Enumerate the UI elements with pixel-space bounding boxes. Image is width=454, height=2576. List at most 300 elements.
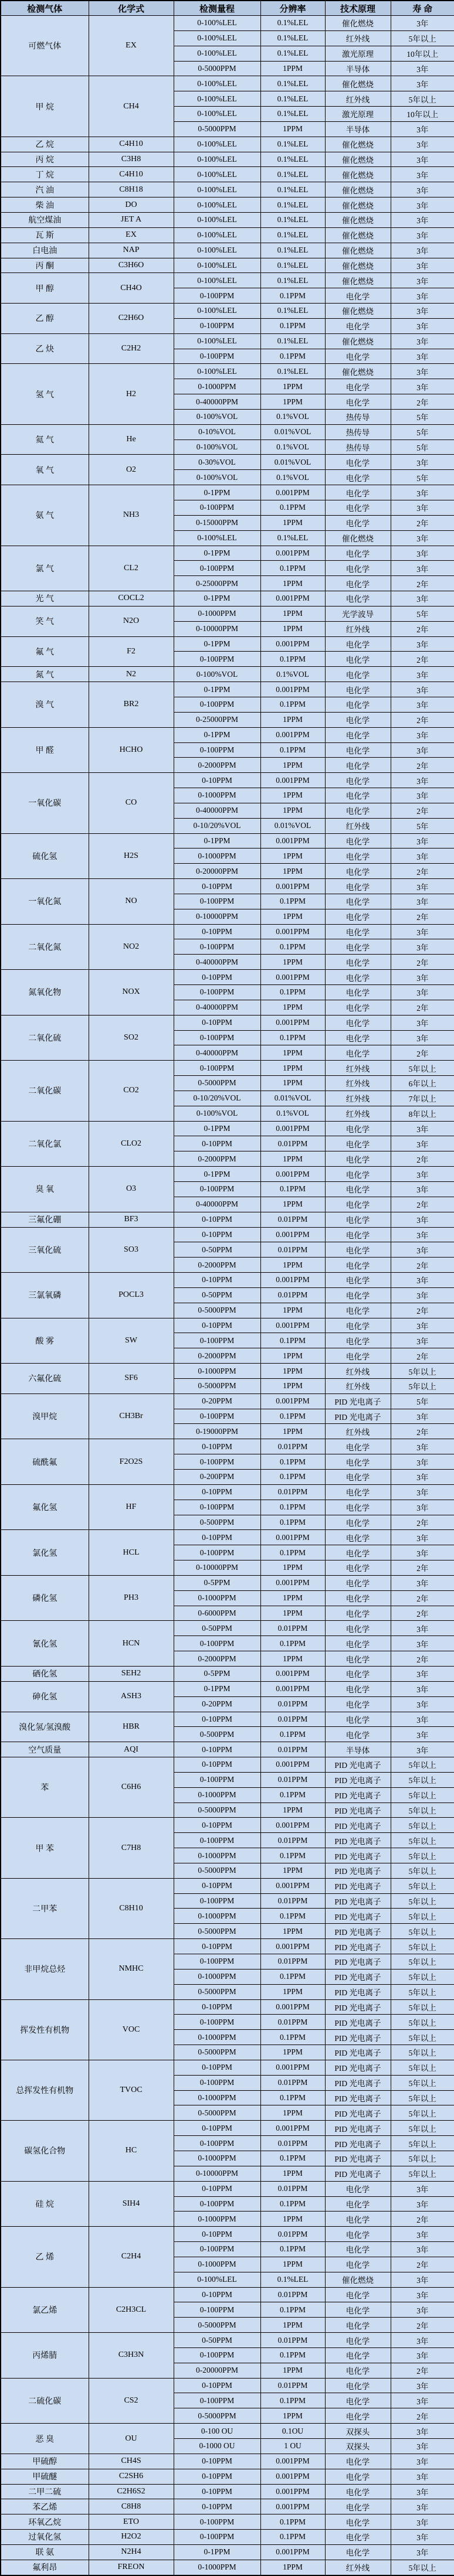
table-row (1, 833, 454, 849)
principle-cell: 电化学 (325, 1439, 391, 1454)
lifespan-cell: 5年以上 (391, 1999, 454, 2015)
principle-cell: 电化学 (325, 667, 391, 682)
principle-cell: PID 光电离子 (325, 1984, 391, 1999)
table-row (1, 273, 454, 288)
principle-cell: 催化燃烧 (325, 137, 391, 152)
lifespan-cell: 5年以上 (391, 2151, 454, 2166)
gas-name-cell: 硫酰氟 (1, 1439, 89, 1485)
principle-cell: 电化学 (325, 1484, 391, 1500)
resolution-cell: 0.01PPM (260, 1772, 325, 1787)
lifespan-cell: 3年 (391, 1742, 454, 1757)
resolution-cell: 0.1PPM (260, 1636, 325, 1651)
resolution-cell: 1PPM (260, 849, 325, 864)
lifespan-cell: 2年 (391, 1651, 454, 1667)
table-row (1, 1530, 454, 1545)
principle-cell: 半导体 (325, 1742, 391, 1757)
resolution-cell: 0.001PPM (260, 924, 325, 939)
lifespan-cell: 2年 (391, 2257, 454, 2272)
range-cell: 0-20PPM (174, 1393, 260, 1409)
range-cell: 0-10PPM (174, 2484, 260, 2499)
resolution-cell: 1PPM (260, 758, 325, 773)
range-cell: 0-100%LEL (174, 46, 260, 61)
principle-cell: 电化学 (325, 455, 391, 470)
resolution-cell: 1PPM (260, 864, 325, 879)
formula-cell: He (89, 424, 174, 455)
resolution-cell: 0.001PPM (260, 485, 325, 500)
lifespan-cell: 2年 (391, 1424, 454, 1439)
formula-cell: COCL2 (89, 591, 174, 606)
lifespan-cell: 5年以上 (391, 1863, 454, 1878)
gas-name-cell: 过氧化氢 (1, 2530, 89, 2545)
lifespan-cell: 2年 (391, 864, 454, 879)
lifespan-cell: 3年 (391, 364, 454, 379)
resolution-cell: 0.1%LEL (260, 273, 325, 288)
range-cell: 0-5000PPM (174, 121, 260, 137)
formula-cell: NAP (89, 243, 174, 258)
principle-cell: 电化学 (325, 1712, 391, 1727)
table-row (1, 227, 454, 243)
lifespan-cell: 3年 (391, 1181, 454, 1197)
range-cell: 0-100PPM (174, 1454, 260, 1470)
table-row (1, 2454, 454, 2469)
principle-cell: 电化学 (325, 2212, 391, 2227)
range-cell: 0-1000PPM (174, 1787, 260, 1802)
range-cell: 0-100%LEL (174, 212, 260, 227)
resolution-cell: 0.1PPM (260, 1545, 325, 1560)
lifespan-cell: 3年 (391, 1318, 454, 1333)
formula-cell: HBR (89, 1712, 174, 1742)
lifespan-cell: 3年 (391, 2242, 454, 2257)
resolution-cell: 0.1PPM (260, 2302, 325, 2318)
resolution-cell: 0.1%LEL (260, 304, 325, 319)
resolution-cell: 1PPM (260, 1863, 325, 1878)
formula-cell: N2H4 (89, 2544, 174, 2560)
col-header-gas: 检测气体 (1, 1, 89, 16)
lifespan-cell: 5年以上 (391, 2121, 454, 2136)
range-cell: 0-10PPM (174, 2378, 260, 2393)
principle-cell: 电化学 (325, 2378, 391, 2393)
resolution-cell: 0.001PPM (260, 1757, 325, 1773)
principle-cell: 电化学 (325, 652, 391, 667)
table-row (1, 2514, 454, 2530)
range-cell: 0-25000PPM (174, 576, 260, 591)
lifespan-cell: 5年以上 (391, 1757, 454, 1773)
range-cell: 0-2000PPM (174, 1258, 260, 1273)
principle-cell: 电化学 (325, 349, 391, 364)
resolution-cell: 0.1PPM (260, 2393, 325, 2408)
formula-cell: AQI (89, 1742, 174, 1757)
resolution-cell: 1PPM (260, 712, 325, 727)
range-cell: 0-5000PPM (174, 1863, 260, 1878)
principle-cell: PID 光电离子 (325, 1848, 391, 1863)
formula-cell: ASH3 (89, 1681, 174, 1712)
formula-cell: FREON (89, 2560, 174, 2575)
principle-cell: 催化燃烧 (325, 16, 391, 31)
resolution-cell: 1PPM (260, 909, 325, 924)
resolution-cell: 1PPM (260, 1924, 325, 1939)
lifespan-cell: 3年 (391, 1636, 454, 1651)
table-row (1, 2287, 454, 2302)
range-cell: 0-1PPM (174, 2544, 260, 2560)
range-cell: 0-5000PPM (174, 2318, 260, 2333)
lifespan-cell: 3年 (391, 1287, 454, 1303)
gas-name-cell: 硒化氢 (1, 1666, 89, 1681)
lifespan-cell: 3年 (391, 76, 454, 91)
lifespan-cell: 3年 (391, 2544, 454, 2560)
principle-cell: 电化学 (325, 1470, 391, 1485)
formula-cell: O3 (89, 1167, 174, 1212)
resolution-cell: 0.1PPM (260, 2196, 325, 2212)
range-cell: 0-1PPM (174, 833, 260, 849)
principle-cell: 电化学 (325, 970, 391, 985)
resolution-cell: 0.1PPM (260, 2151, 325, 2166)
resolution-cell: 0.1%LEL (260, 152, 325, 167)
resolution-cell: 0.001PPM (260, 636, 325, 652)
lifespan-cell: 3年 (391, 894, 454, 909)
formula-cell: ETO (89, 2514, 174, 2530)
resolution-cell: 0.001PPM (260, 2544, 325, 2560)
lifespan-cell: 5年以上 (391, 1061, 454, 1076)
principle-cell: PID 光电离子 (325, 2105, 391, 2121)
formula-cell: OU (89, 2424, 174, 2454)
lifespan-cell: 3年 (391, 1575, 454, 1590)
lifespan-cell: 5年以上 (391, 1984, 454, 1999)
lifespan-cell: 2年 (391, 394, 454, 410)
resolution-cell: 1PPM (260, 61, 325, 76)
range-cell: 0-100PPM (174, 2514, 260, 2530)
resolution-cell: 0.001PPM (260, 2484, 325, 2499)
table-row (1, 2333, 454, 2348)
gas-name-cell: 丙 酮 (1, 258, 89, 273)
formula-cell: H2O2 (89, 2530, 174, 2545)
formula-cell: HF (89, 1484, 174, 1530)
range-cell: 0-10000PPM (174, 2166, 260, 2181)
range-cell: 0-100%LEL (174, 364, 260, 379)
range-cell: 0-10PPM (174, 1757, 260, 1773)
principle-cell: 电化学 (325, 1727, 391, 1742)
lifespan-cell: 3年 (391, 1484, 454, 1500)
principle-cell: 电化学 (325, 939, 391, 955)
range-cell: 0-10PPM (174, 2499, 260, 2514)
principle-cell: PID 光电离子 (325, 2090, 391, 2105)
lifespan-cell: 2年 (391, 955, 454, 970)
principle-cell: 红外线 (325, 621, 391, 636)
principle-cell: 电化学 (325, 2469, 391, 2484)
table-row (1, 1212, 454, 1227)
table-row (1, 137, 454, 152)
resolution-cell: 0.1%LEL (260, 243, 325, 258)
resolution-cell: 1PPM (260, 1000, 325, 1015)
lifespan-cell: 3年 (391, 742, 454, 758)
resolution-cell: 0.1%LEL (260, 91, 325, 107)
lifespan-cell: 2年 (391, 712, 454, 727)
lifespan-cell: 3年 (391, 1666, 454, 1681)
resolution-cell: 0.01PPM (260, 2015, 325, 2030)
lifespan-cell: 3年 (391, 1136, 454, 1151)
resolution-cell: 0.001PPM (260, 1393, 325, 1409)
lifespan-cell: 3年 (391, 2499, 454, 2514)
table-row (1, 2484, 454, 2499)
lifespan-cell: 3年 (391, 2514, 454, 2530)
principle-cell: PID 光电离子 (325, 2136, 391, 2151)
range-cell: 0-5000PPM (174, 1303, 260, 1318)
principle-cell: 电化学 (325, 1287, 391, 1303)
table-row (1, 197, 454, 213)
principle-cell: 电化学 (325, 2287, 391, 2302)
range-cell: 0-100%LEL (174, 530, 260, 546)
range-cell: 0-100PPM (174, 2015, 260, 2030)
resolution-cell: 0.001PPM (260, 2121, 325, 2136)
resolution-cell: 0.1PPM (260, 2530, 325, 2545)
gas-name-cell: 甲 醇 (1, 273, 89, 304)
lifespan-cell: 3年 (391, 561, 454, 576)
principle-cell: 电化学 (325, 1333, 391, 1348)
range-cell: 0-100 OU (174, 2424, 260, 2439)
principle-cell: 激光原理 (325, 46, 391, 61)
principle-cell: 电化学 (325, 924, 391, 939)
formula-cell: C8H8 (89, 2499, 174, 2514)
range-cell: 0-10PPM (174, 2121, 260, 2136)
resolution-cell: 1PPM (260, 1378, 325, 1393)
gas-name-cell: 可燃气体 (1, 16, 89, 76)
resolution-cell: 1PPM (260, 2408, 325, 2424)
header-row (1, 1, 454, 16)
resolution-cell: 0.01%VOL (260, 818, 325, 833)
resolution-cell: 0.1PPM (260, 2242, 325, 2257)
formula-cell: SF6 (89, 1364, 174, 1394)
formula-cell: C2H3CL (89, 2287, 174, 2333)
gas-name-cell: 氟利昂 (1, 2560, 89, 2575)
table-row (1, 424, 454, 439)
resolution-cell: 0.1PPM (260, 288, 325, 304)
formula-cell: CLO2 (89, 1121, 174, 1167)
gas-name-cell: 乙 烯 (1, 2227, 89, 2287)
lifespan-cell: 3年 (391, 137, 454, 152)
principle-cell: 红外线 (325, 1424, 391, 1439)
resolution-cell: 0.001PPM (260, 773, 325, 788)
range-cell: 0-50PPM (174, 1621, 260, 1636)
resolution-cell: 0.001PPM (260, 2454, 325, 2469)
range-cell: 0-10PPM (174, 2060, 260, 2075)
range-cell: 0-10PPM (174, 1015, 260, 1030)
resolution-cell: 0.001PPM (260, 879, 325, 894)
resolution-cell: 0.1PPM (260, 561, 325, 576)
range-cell: 0-100PPM (174, 318, 260, 333)
formula-cell: CH4S (89, 2454, 174, 2469)
principle-cell: 电化学 (325, 2393, 391, 2408)
lifespan-cell: 5年 (391, 439, 454, 455)
range-cell: 0-5000PPM (174, 2105, 260, 2121)
gas-name-cell: 甲硫醚 (1, 2469, 89, 2484)
col-header-formula: 化学式 (89, 1, 174, 16)
range-cell: 0-10PPM (174, 1318, 260, 1333)
lifespan-cell: 3年 (391, 1227, 454, 1242)
formula-cell: C2H6O (89, 304, 174, 334)
formula-cell: SO2 (89, 1015, 174, 1061)
col-header-range: 检测量程 (174, 1, 260, 16)
lifespan-cell: 5年以上 (391, 1787, 454, 1802)
table-header (1, 1, 454, 16)
principle-cell: 电化学 (325, 1454, 391, 1470)
range-cell: 0-1000PPM (174, 2560, 260, 2575)
lifespan-cell: 3年 (391, 197, 454, 213)
formula-cell: TVOC (89, 2060, 174, 2120)
resolution-cell: 1PPM (260, 1197, 325, 1212)
formula-cell: BR2 (89, 682, 174, 728)
range-cell: 0-100PPM (174, 288, 260, 304)
range-cell: 0-10PPM (174, 1273, 260, 1288)
lifespan-cell: 3年 (391, 682, 454, 697)
principle-cell: 电化学 (325, 2408, 391, 2424)
lifespan-cell: 2年 (391, 515, 454, 530)
table-row (1, 1681, 454, 1696)
principle-cell: 电化学 (325, 1045, 391, 1061)
principle-cell: 红外线 (325, 91, 391, 107)
range-cell: 0-1PPM (174, 1121, 260, 1136)
resolution-cell: 0.001PPM (260, 1167, 325, 1182)
resolution-cell: 0.1PPM (260, 1969, 325, 1984)
gas-name-cell: 空气质量 (1, 1742, 89, 1757)
principle-cell: 电化学 (325, 1348, 391, 1364)
formula-cell: CH4 (89, 76, 174, 137)
resolution-cell: 0.01PPM (260, 1621, 325, 1636)
principle-cell: 电化学 (325, 1530, 391, 1545)
table-row (1, 1757, 454, 1773)
resolution-cell: 1PPM (260, 576, 325, 591)
resolution-cell: 1PPM (260, 1061, 325, 1076)
range-cell: 0-100PPM (174, 939, 260, 955)
formula-cell: C3H3N (89, 2333, 174, 2379)
lifespan-cell: 3年 (391, 212, 454, 227)
formula-cell: EX (89, 16, 174, 76)
principle-cell: 催化燃烧 (325, 243, 391, 258)
principle-cell: 电化学 (325, 1621, 391, 1636)
principle-cell: PID 光电离子 (325, 2045, 391, 2060)
principle-cell: 催化燃烧 (325, 182, 391, 197)
principle-cell: 催化燃烧 (325, 167, 391, 182)
principle-cell: 红外线 (325, 818, 391, 833)
resolution-cell: 1PPM (260, 1076, 325, 1091)
resolution-cell: 0.1PPM (260, 742, 325, 758)
lifespan-cell: 3年 (391, 243, 454, 258)
gas-name-cell: 乙 烷 (1, 137, 89, 152)
table-row (1, 970, 454, 985)
resolution-cell: 0.001PPM (260, 2060, 325, 2075)
principle-cell: 电化学 (325, 1121, 391, 1136)
range-cell: 0-100%LEL (174, 107, 260, 122)
resolution-cell: 1PPM (260, 1424, 325, 1439)
range-cell: 0-10PPM (174, 924, 260, 939)
lifespan-cell: 2年 (391, 621, 454, 636)
range-cell: 0-5000PPM (174, 1076, 260, 1091)
principle-cell: 电化学 (325, 1560, 391, 1576)
lifespan-cell: 2年 (391, 1303, 454, 1318)
table-row (1, 16, 454, 31)
range-cell: 0-5PPM (174, 1666, 260, 1681)
formula-cell: C4H10 (89, 137, 174, 152)
lifespan-cell: 5年以上 (391, 91, 454, 107)
resolution-cell: 1PPM (260, 1364, 325, 1379)
resolution-cell: 0.1%LEL (260, 167, 325, 182)
range-cell: 0-500PPM (174, 1515, 260, 1530)
lifespan-cell: 2年 (391, 1515, 454, 1530)
lifespan-cell: 3年 (391, 2378, 454, 2393)
resolution-cell: 0.01PPM (260, 1136, 325, 1151)
table-row (1, 455, 454, 470)
gas-name-cell: 二氧化氮 (1, 924, 89, 970)
principle-cell: 电化学 (325, 1167, 391, 1182)
lifespan-cell: 5年以上 (391, 1909, 454, 1924)
principle-cell: PID 光电离子 (325, 1393, 391, 1409)
lifespan-cell: 3年 (391, 1454, 454, 1470)
range-cell: 0-40000PPM (174, 955, 260, 970)
range-cell: 0-10PPM (174, 2287, 260, 2302)
range-cell: 0-5000PPM (174, 1984, 260, 1999)
gas-name-cell: 砷化氢 (1, 1681, 89, 1712)
formula-cell: C3H8 (89, 152, 174, 167)
lifespan-cell: 2年 (391, 909, 454, 924)
range-cell: 0-100PPM (174, 2196, 260, 2212)
resolution-cell: 0.001PPM (260, 1999, 325, 2015)
gas-name-cell: 酸 雾 (1, 1318, 89, 1364)
principle-cell: 电化学 (325, 742, 391, 758)
range-cell: 0-100%LEL (174, 227, 260, 243)
gas-name-cell: 二甲苯 (1, 1878, 89, 1938)
table-row (1, 2181, 454, 2196)
principle-cell: 催化燃烧 (325, 258, 391, 273)
principle-cell: 电化学 (325, 2530, 391, 2545)
range-cell: 0-40000PPM (174, 1045, 260, 1061)
principle-cell: 电化学 (325, 1197, 391, 1212)
range-cell: 0-100PPM (174, 1500, 260, 1515)
principle-cell: 红外线 (325, 30, 391, 46)
principle-cell: 电化学 (325, 1696, 391, 1712)
table-row (1, 333, 454, 349)
gas-name-cell: 氯乙烯 (1, 2287, 89, 2333)
range-cell: 0-10PPM (174, 1212, 260, 1227)
range-cell: 0-2000PPM (174, 1651, 260, 1667)
formula-cell: CO2 (89, 1061, 174, 1121)
resolution-cell: 1PPM (260, 2166, 325, 2181)
formula-cell: N2 (89, 667, 174, 682)
lifespan-cell: 5年 (391, 818, 454, 833)
range-cell: 0-10PPM (174, 1136, 260, 1151)
resolution-cell: 1PPM (260, 2363, 325, 2378)
lifespan-cell: 5年以上 (391, 2060, 454, 2075)
resolution-cell: 0.1%LEL (260, 16, 325, 31)
resolution-cell: 0.1%LEL (260, 76, 325, 91)
principle-cell: 电化学 (325, 833, 391, 849)
resolution-cell: 1PPM (260, 1045, 325, 1061)
resolution-cell: 0.001PPM (260, 1878, 325, 1893)
table-row (1, 2469, 454, 2484)
resolution-cell: 0.001PPM (260, 2469, 325, 2484)
lifespan-cell: 2年 (391, 758, 454, 773)
table-row (1, 1015, 454, 1030)
principle-cell: PID 光电离子 (325, 1772, 391, 1787)
resolution-cell: 0.01PPM (260, 2227, 325, 2242)
gas-name-cell: 航空煤油 (1, 212, 89, 227)
resolution-cell: 0.1%VOL (260, 667, 325, 682)
lifespan-cell: 5年以上 (391, 2075, 454, 2090)
principle-cell: PID 光电离子 (325, 2075, 391, 2090)
lifespan-cell: 3年 (391, 2424, 454, 2439)
principle-cell: 电化学 (325, 2544, 391, 2560)
resolution-cell: 0.01PPM (260, 1484, 325, 1500)
gas-name-cell: 氧 气 (1, 455, 89, 485)
principle-cell: 催化燃烧 (325, 2272, 391, 2287)
lifespan-cell: 3年 (391, 1470, 454, 1485)
